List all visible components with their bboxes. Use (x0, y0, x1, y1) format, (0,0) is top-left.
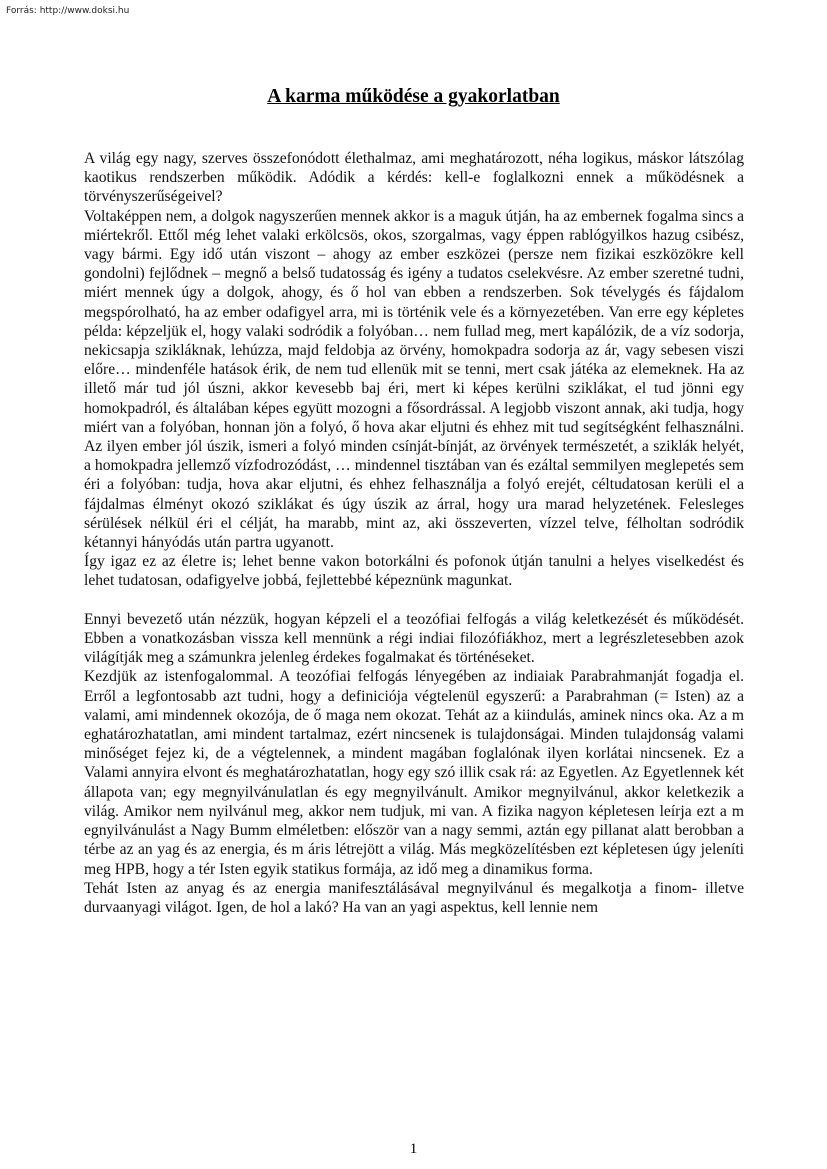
paragraph-life-conclusion: Így igaz ez az életre is; lehet benne vakon botorkálni és pofonok útján tanulni a helyes viselkedést és lehet tudatosan, odafigyelve jobbá, fejlettebbé képeznünk magunkat. (84, 553, 744, 590)
page-title: A karma működése a gyakorlatban (267, 86, 560, 107)
paragraph-parabrahman: Kezdjük az istenfogalommal. A teozófiai felfogás lényegében az indiaiak Parabrahmanját fogadja el. Erről a legfontosabb azt tudni, hogy a definiciója végtelenül egyszerű: a Parabrahman (= Isten) az a valami, ami mindennek okozója, de ő maga nem okozat. Tehát az a kiindulás, aminek nincs oka. Az a m eghatározhatatlan, ami mindent tartalmaz, ezért nincsenek is tulajdonságai. Minden tulajdonság valami minőséget fejez ki, de a végtelennek, a mindent magában foglalónak ilyen korlátai nincsenek. Ez a Valami annyira elvont és meghatározhatatlan, hogy egy szó illik csak rá: az Egyetlen. Az Egyetlennek két állapota van; egy megnyilvánulatlan és egy megnyilvánult. Amikor megnyilvánul, akkor keletkezik a világ. Amikor nem nyilvánul meg, akkor nem tudjuk, mi van. A fizika nagyon képletesen leírja ezt a m egnyilvánulást a Nagy Bumm elméletben: először van a nagy semmi, aztán egy pillanat alatt berobban a térbe az an yag és az energia, és m áris létrejött a világ. Más megközelítésben ezt képletesen úgy jeleníti meg HPB, hogy a tér Isten egyik statikus formája, az idő meg a dinamikus forma. (84, 668, 744, 878)
page-number: 1 (409, 1141, 418, 1157)
paragraph-intro: A világ egy nagy, szerves összefonódott élethalmaz, ami meghatározott, néha logikus, máskor látszólag kaotikus rendszerben működik. Adódik a kérdés: kell-e foglalkozni ennek a működésnek a törvényszerűségeivel? (84, 150, 744, 206)
document-body (84, 149, 744, 917)
paragraph-river-example: Voltaképpen nem, a dolgok nagyszerűen mennek akkor is a maguk útján, ha az embernek fogalma sincs a miértekről. Ettől még lehet valaki erkölcsös, okos, szorgalmas, vagy éppen rablógyilkos hazug csibész, vagy bármi. Egy idő után viszont – ahogy az ember eszközei (persze nem fizikai eszközökre kell gondolni) fejlődnek – megnő a belső tudatosság és igény a tudatos cselekvésre. Az ember szeretné tudni, miért mennek úgy a dolgok, ahogy, és ő hol van ebben a rendszerben. Sok tévelygés és fájdalom megspórolható, ha az ember odafigyel arra, mi is történik vele és a környezetében. Van erre egy képletes példa: képzeljük el, hogy valaki sodródik a folyóban… nem fullad meg, mert kapálózik, de a víz sodorja, nekicsapja szikláknak, lehúzza, majd feldobja az örvény, homokpadra sodorja az ár, vagy sebesen viszi előre… mindenféle hatások érik, de nem tud ellenük mit se tenni, mert csak játéka az elemeknek. Ha az illető már tud jól úszni, akkor kevesebb baj éri, mert ki képes kerülni sziklákat, el tud jönni egy homokpadról, és általában képes együtt mozogni a fősordrással. A legjobb viszont annak, aki tudja, hogy miért van a folyóban, honnan jön a folyó, ő hova akar eljutni és ehhez mit tud segítségként felhasználni. Az ilyen ember jól úszik, ismeri a folyó minden csínját-bínját, az örvények természetét, a sziklák helyét, a homokpadra jellemző vízfodrozódást, … mindennel tisztában van és ezáltal semmilyen meglepetés sem éri a folyóban: tudja, hova akar eljutni, és ehhez felhasználja a folyó erejét, céltudatosan kerüli el a fájdalmas élményt okozó sziklákat és úgy úszik az árral, hogy ura marad helyzetének. Felesleges sérülések nélkül éri el célját, ha marabb, mint az, aki összeverten, vízzel telve, félholtan sodródik kétannyi hányódás után partra ugyanott. (84, 207, 744, 552)
source-url: Forrás: http://www.doksi.hu (6, 6, 130, 16)
paragraph-manifestation: Tehát Isten az anyag és az energia manifesztálásával megnyilvánul és megalkotja a finom- illetve durvaanyagi világot. Igen, de hol a lakó? Ha van an yagi aspektus, kell lennie nem (84, 879, 744, 916)
paragraph-theosophy-intro: Ennyi bevezető után nézzük, hogyan képzeli el a teozófiai felfogás a világ keletkezését és működését. Ebben a vonatkozásban vissza kell mennünk a régi indiai filozófiákhoz, mert a legrészletesebben azok világítják meg a számunkra jelenleg érdekes fogalmakat és történéseket. (84, 610, 744, 667)
